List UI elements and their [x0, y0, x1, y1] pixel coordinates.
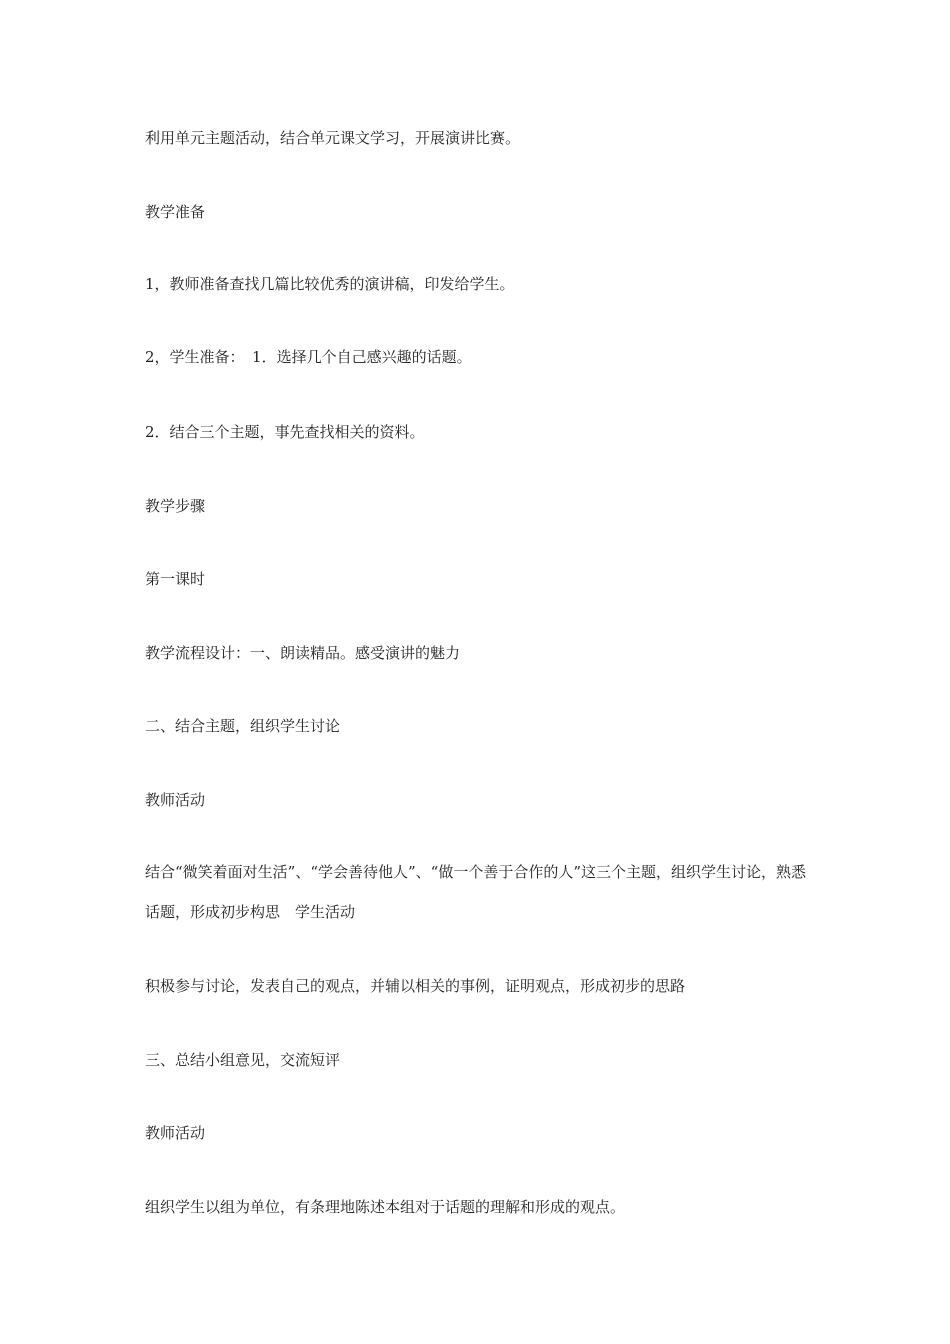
paragraph-student-activity: 积极参与讨论，发表自己的观点，并辅以相关的事例，证明观点，形成初步的思路	[145, 977, 686, 995]
paragraph-flow-design: 教学流程设计：一、朗读精品。感受演讲的魅力	[145, 644, 461, 662]
heading-first-lesson: 第一课时	[145, 570, 206, 588]
heading-section-two: 二、结合主题，组织学生讨论	[145, 717, 341, 735]
heading-preparation: 教学准备	[145, 203, 206, 221]
paragraph-discussion: 结合“微笑着面对生活”、“学会善待他人”、“做一个善于合作的人”这三个主题，组织学生讨论，熟悉话题，形成初步构思 学生活动	[145, 863, 807, 921]
heading-section-three: 三、总结小组意见，交流短评	[145, 1051, 341, 1069]
paragraph-student-prep-2: 2．结合三个主题，事先查找相关的资料。	[145, 423, 425, 441]
label-teacher-activity-2: 教师活动	[145, 1124, 206, 1142]
paragraph-student-prep: 2，学生准备： 1．选择几个自己感兴趣的话题。	[145, 348, 472, 366]
paragraph-teacher-prep: 1，教师准备查找几篇比较优秀的演讲稿，印发给学生。	[145, 275, 515, 293]
label-teacher-activity: 教师活动	[145, 791, 206, 809]
heading-steps: 教学步骤	[145, 497, 206, 515]
paragraph-intro: 利用单元主题活动，结合单元课文学习，开展演讲比赛。	[145, 129, 521, 147]
paragraph-group-summary: 组织学生以组为单位，有条理地陈述本组对于话题的理解和形成的观点。	[145, 1198, 626, 1216]
